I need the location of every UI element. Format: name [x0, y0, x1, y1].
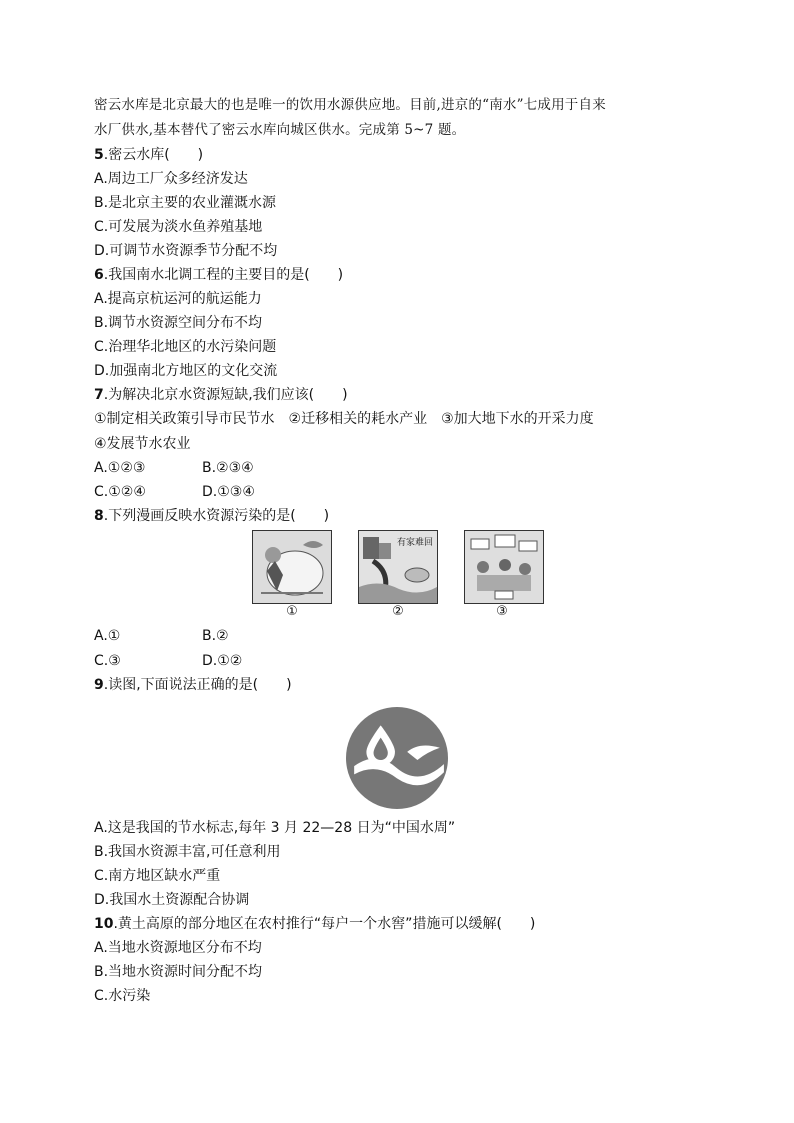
cartoon-label-1: ①	[286, 604, 298, 619]
question-text: .黄土高原的部分地区在农村推行“每户一个水窖”措施可以缓解( )	[113, 916, 536, 932]
q8-option-c: C.③	[94, 653, 121, 669]
intro-line-1: 密云水库是北京最大的也是唯一的饮用水源供应地。目前,进京的“南水”七成用于自来	[94, 97, 606, 113]
question-number: 7	[94, 387, 104, 403]
question-text: .下列漫画反映水资源污染的是( )	[103, 508, 330, 524]
cartoon-label-3: ③	[496, 604, 508, 619]
q6-option-c: C.治理华北地区的水污染问题	[94, 339, 277, 355]
question-number: 5	[94, 147, 104, 163]
q6-option-b: B.调节水资源空间分布不均	[94, 315, 263, 331]
q5-option-b: B.是北京主要的农业灌溉水源	[94, 195, 277, 211]
question-text: .密云水库( )	[103, 147, 204, 163]
question-10	[94, 914, 535, 934]
question-8	[94, 506, 329, 526]
question-text: .为解决北京水资源短缺,我们应该( )	[103, 387, 348, 403]
q7-option-c: C.①②④	[94, 484, 146, 500]
q8-option-b: B.②	[202, 628, 229, 644]
q10-option-a: A.当地水资源地区分布不均	[94, 940, 262, 956]
question-text: .读图,下面说法正确的是( )	[103, 677, 292, 693]
q7-option-b: B.②③④	[202, 460, 254, 476]
cartoon-3	[464, 530, 544, 604]
q10-option-c: C.水污染	[94, 988, 151, 1004]
cartoon-2	[358, 530, 438, 604]
q6-option-d: D.加强南北方地区的文化交流	[94, 363, 278, 379]
question-5	[94, 145, 203, 165]
question-9	[94, 675, 292, 695]
q7-option-d: D.①③④	[202, 484, 255, 500]
q9-option-b: B.我国水资源丰富,可任意利用	[94, 844, 281, 860]
q5-option-d: D.可调节水资源季节分配不均	[94, 243, 278, 259]
cartoon-row	[252, 530, 544, 606]
q9-option-a: A.这是我国的节水标志,每年 3 月 22—28 日为“中国水周”	[94, 820, 456, 836]
water-saving-logo-icon	[346, 707, 448, 809]
q8-option-a: A.①	[94, 628, 121, 644]
q7-statements-2: ④发展节水农业	[94, 436, 191, 452]
cartoon-1-drawing	[253, 531, 331, 603]
q7-options-row-2	[94, 482, 255, 502]
cartoon-3-drawing	[465, 531, 543, 603]
q5-option-a: A.周边工厂众多经济发达	[94, 171, 248, 187]
q8-options-row-1	[94, 626, 229, 646]
cartoon-2-caption: 有家难回	[396, 538, 433, 548]
q7-options-row-1	[94, 458, 254, 478]
q8-options-row-2	[94, 651, 243, 671]
question-number: 8	[94, 508, 104, 524]
q7-option-a: A.①②③	[94, 460, 146, 476]
question-7	[94, 385, 348, 405]
question-text: .我国南水北调工程的主要目的是( )	[103, 267, 344, 283]
question-number: 6	[94, 267, 104, 283]
question-number: 9	[94, 677, 104, 693]
intro-line-2: 水厂供水,基本替代了密云水库向城区供水。完成第 5~7 题。	[94, 122, 466, 138]
q9-option-c: C.南方地区缺水严重	[94, 868, 221, 884]
question-6	[94, 265, 343, 285]
cartoon-1	[252, 530, 332, 604]
question-number: 10	[94, 916, 114, 932]
q8-option-d: D.①②	[202, 653, 243, 669]
cartoon-label-2: ②	[392, 604, 404, 619]
q10-option-b: B.当地水资源时间分配不均	[94, 964, 263, 980]
q6-option-a: A.提高京杭运河的航运能力	[94, 291, 262, 307]
q7-statements-1: ①制定相关政策引导市民节水 ②迁移相关的耗水产业 ③加大地下水的开采力度	[94, 411, 594, 427]
q9-option-d: D.我国水土资源配合协调	[94, 892, 250, 908]
q5-option-c: C.可发展为淡水鱼养殖基地	[94, 219, 263, 235]
